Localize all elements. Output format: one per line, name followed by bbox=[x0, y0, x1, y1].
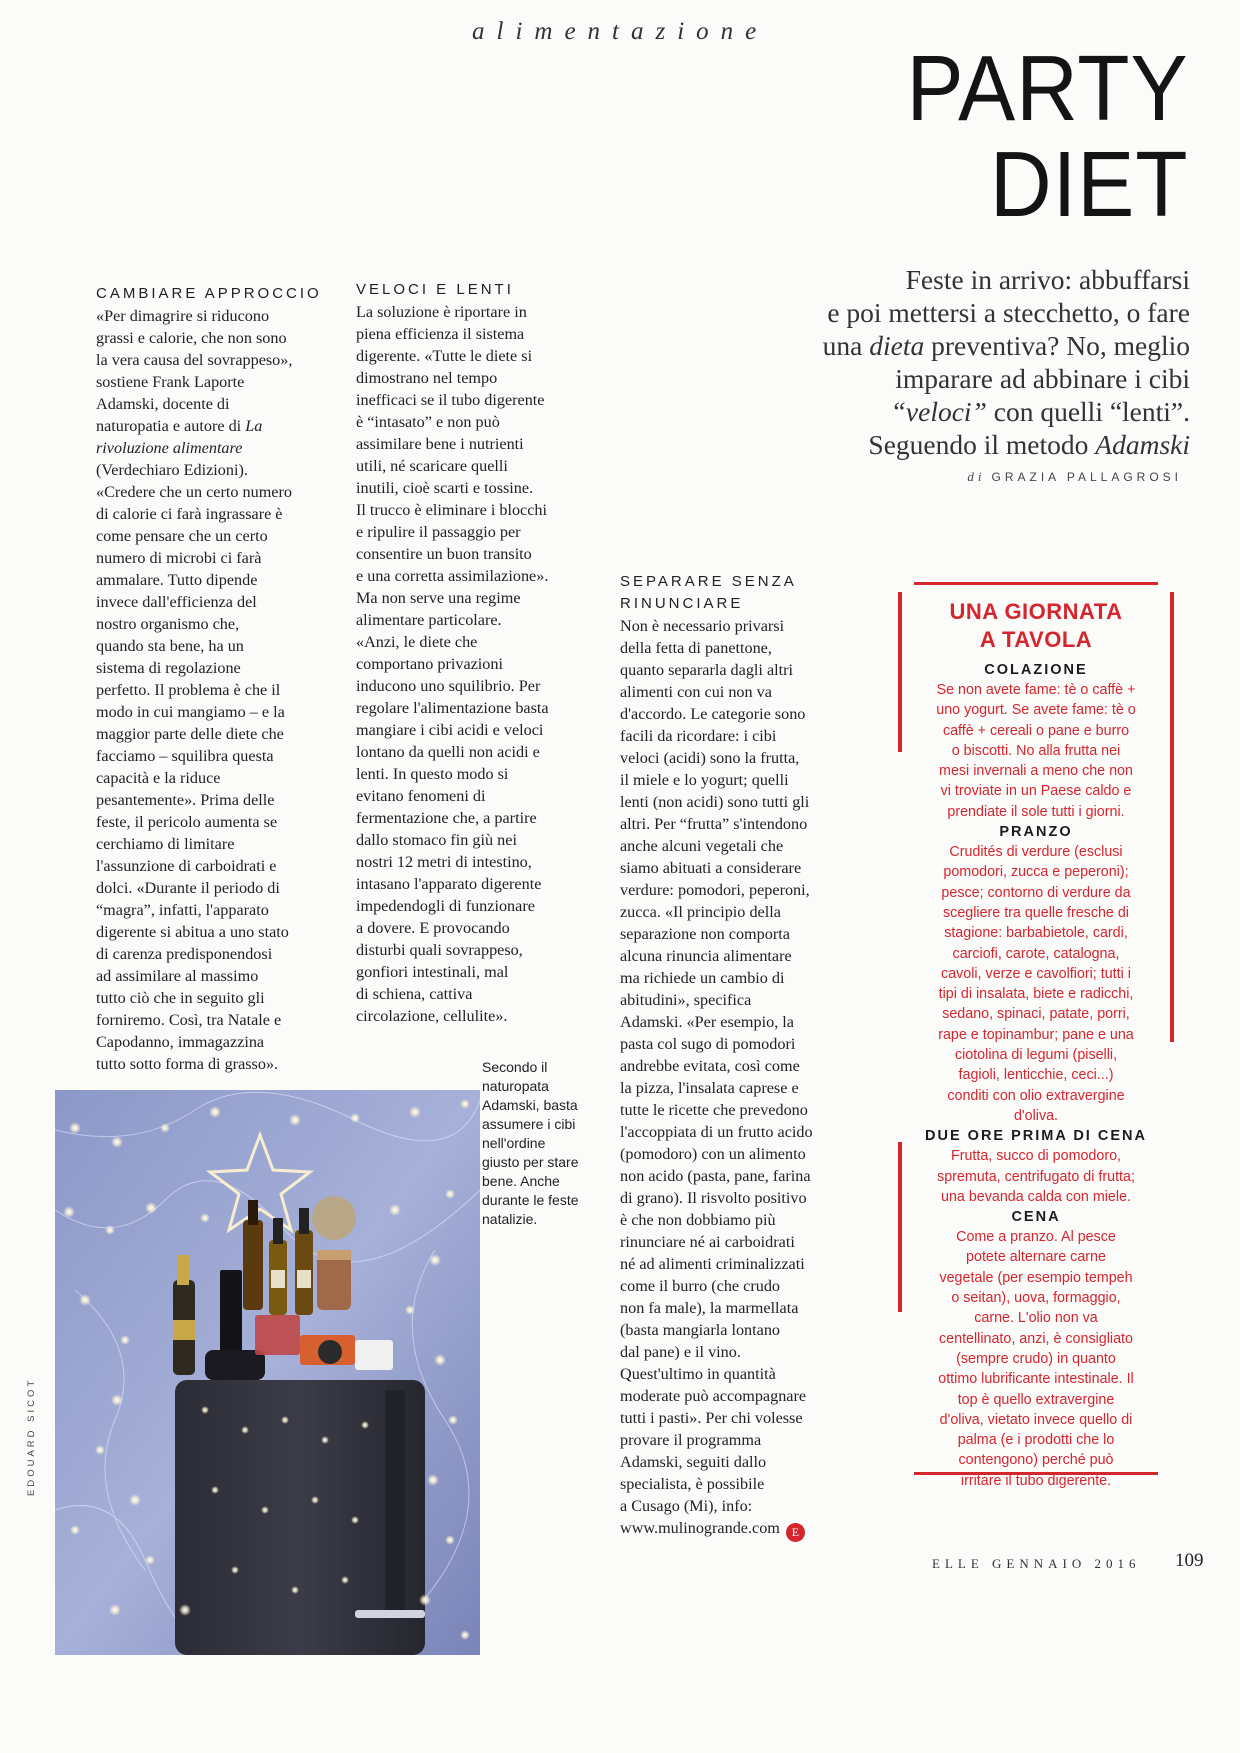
magazine-folio: ELLE GENNAIO 2016 bbox=[932, 1556, 1141, 1571]
deck-line: imparare ad abbinare i cibi bbox=[895, 363, 1190, 394]
deck-line: Seguendo il metodo Adamski bbox=[868, 429, 1190, 460]
sidebar-heading: DUE ORE PRIMA DI CENA bbox=[925, 1128, 1147, 1145]
sidebar-title: UNA GIORNATA A TAVOLA bbox=[949, 599, 1123, 652]
sidebar-heading: PRANZO bbox=[999, 824, 1073, 841]
deck-line: Feste in arrivo: abbuffarsi bbox=[905, 264, 1190, 295]
website-link: www.mulinogrande.com bbox=[620, 1519, 780, 1537]
photo-caption: Secondo il naturopata Adamski, basta assumere i cibi nell'ordine giusto per stare bene. Anche durante le feste natalizie. bbox=[482, 1059, 579, 1227]
sidebar-box bbox=[898, 582, 1174, 1489]
section-heading: CAMBIARE APPROCCIO bbox=[96, 285, 322, 302]
sidebar-content: UNA GIORNATA A TAVOLA COLAZIONE Se non avete fame: tè o caffè + uno yogurt. Se avete fame: tè o caffè + cereali o pane e burro o biscotti. No alla frutta nei mesi invernali a meno che non vi troviate in un Paese caldo e prendiate il sole tutti i giorni. PRANZO Crudités di verdure (esclusi pomodori, zucca e peperoni); pesce; contorno di verdure da scegliere tra quelle fresche di stagione: barbabietole, cardi, carciofi, carote, catalogna, cavoli, verze e cavolfiori; tutti i tipi di insalata, biete e radicchi, sedano, spinaci, patate, porri, rape e topinambur; pane e una ciotolina di legumi (piselli, fagioli, lenticchie, ceci...) conditi con olio extravergine d'oliva. DUE ORE PRIMA DI CENA Frutta, succo di pomodoro, spremuta, centrifugato di frutta; una bevanda calda con miele. CENA Come a pranzo. Al pesce potete alternare carne vegetale (per esempio tempeh o seitan), uova, formaggio, carne. L'olio non va centellinato, anzi, è consigliato (sempre crudo) in quanto ottimo lubrificante intestinale. Il top è quello extravergine d'oliva, vietato invece quello di palma (e i prodotti che lo contengono) perché può irritare il tubo digerente. bbox=[918, 598, 1154, 1491]
deck-line: una dieta preventiva? No, meglio bbox=[822, 330, 1190, 361]
section-heading: RINUNCIARE bbox=[620, 595, 744, 612]
article-title bbox=[882, 36, 1188, 236]
title-line-2: DIET bbox=[989, 132, 1188, 236]
deck-line: “veloci” con quelli “lenti”. bbox=[890, 396, 1190, 427]
section-heading: VELOCI E LENTI bbox=[356, 281, 514, 298]
sidebar-heading: COLAZIONE bbox=[984, 662, 1088, 678]
deck-line: e poi mettersi a stecchetto, o fare bbox=[827, 297, 1190, 328]
photo-credit: EDOUARD SICOT bbox=[26, 1377, 37, 1496]
byline-prefix: di bbox=[967, 469, 986, 484]
byline-author: GRAZIA PALLAGROSI bbox=[991, 470, 1182, 484]
end-mark-icon: E bbox=[786, 1523, 805, 1542]
article-column-3: SEPARARE SENZA RINUNCIARE Non è necessario privarsi della fetta di panettone, quanto separarla dagli altri alimenti con cui non va d'accordo. Le categorie sono facili da ricordare: i cibi veloci (acidi) sono la frutta, il miele e lo yogurt; quelli lenti (non acidi) sono tutti gli altri. Per “frutta” s'intendono anche alcuni vegetali che siamo abituati a considerare verdure: pomodori, peperoni, zucca. «Il principio della separazione non comporta alcuna rinuncia alimentare ma richiede un cambio di abitudini», specifica Adamski. «Per esempio, la pasta col sugo di pomodori andrebbe evitata, così come la pizza, l'insalata caprese e tutte le ricette che prevedono l'accoppiata di un frutto acido (pomodoro) con un alimento non acido (pasta, pane, farina di grano). Il risvolto positivo è che non dobbiamo più rinunciare né ai carboidrati né ad alimenti criminalizzati come il burro (che crudo non fa male), la marmellata (basta mangiarla lontano dal pane) e il vino. Quest'ultimo in quantità moderate può accompagnare tutti i pasti». Per chi volesse provare il programma Adamski, seguiti dallo specialista, è possibile a Cusago (Mi), info: www.mulinogrande.com E bbox=[620, 571, 866, 1542]
gift-basket-photo bbox=[55, 1090, 480, 1655]
title-line-1: PARTY bbox=[906, 36, 1188, 140]
section-heading: SEPARARE SENZA bbox=[620, 573, 797, 590]
section-kicker: alimentazione bbox=[472, 18, 769, 45]
sidebar-heading: CENA bbox=[1011, 1209, 1061, 1226]
article-column-1: CAMBIARE APPROCCIO «Per dimagrire si riducono grassi e calorie, che non sono la vera causa del sovrappeso», sostiene Frank Laporte Adamski, docente di naturopatia e autore di La rivoluzione alimentare (Verdechiaro Edizioni). «Credere che un certo numero di calorie ci farà ingrassare è come pensare che un certo numero di microbi ci farà ammalare. Tutto dipende invece dall'efficienza del nostro organismo che, quando sta bene, ha un sistema di regolazione perfetto. Il problema è che il modo in cui mangiamo – e la maggior parte delle diete che facciamo – squilibra questa capacità e la riduce pesantemente». Prima delle feste, il pericolo aumenta se cerchiamo di limitare l'assunzione di carboidrati e dolci. «Durante il periodo di “magra”, infatti, l'apparato digerente si abitua a uno stato di carenza predisponendosi ad assimilare al massimo tutto ciò che in seguito gli forniremo. Così, tra Natale e Capodanno, immagazzina tutto sotto forma di grasso». bbox=[96, 283, 328, 1075]
page-number: 109 bbox=[1175, 1550, 1204, 1571]
article-deck bbox=[670, 263, 1190, 461]
article-column-2: VELOCI E LENTI La soluzione è riportare in piena efficienza il sistema digerente. «Tutte le diete si dimostrano nel tempo inefficaci se il tubo digerente è “intasato” e non può assimilare bene i nutrienti utili, né scaricare quelli inutili, cioè scarti e tossine. Il trucco è eliminare i blocchi e ripulire il passaggio per consentire un buon transito e una corretta assimilazione». Ma non serve una regime alimentare particolare. «Anzi, le diete che comportano privazioni inducono uno squilibrio. Per regolare l'alimentazione basta mangiare i cibi acidi e veloci lontano da quelli non acidi e lenti. In questo modo si evitano fenomeni di fermentazione che, a partire dallo stomaco fin giù nei nostri 12 metri di intestino, intasano l'apparato digerente impedendogli di funzionare a dovere. E provocando disturbi quali sovrappeso, gonfiori intestinali, mal di schiena, cattiva circolazione, cellulite». bbox=[356, 279, 588, 1027]
byline bbox=[967, 469, 1182, 485]
